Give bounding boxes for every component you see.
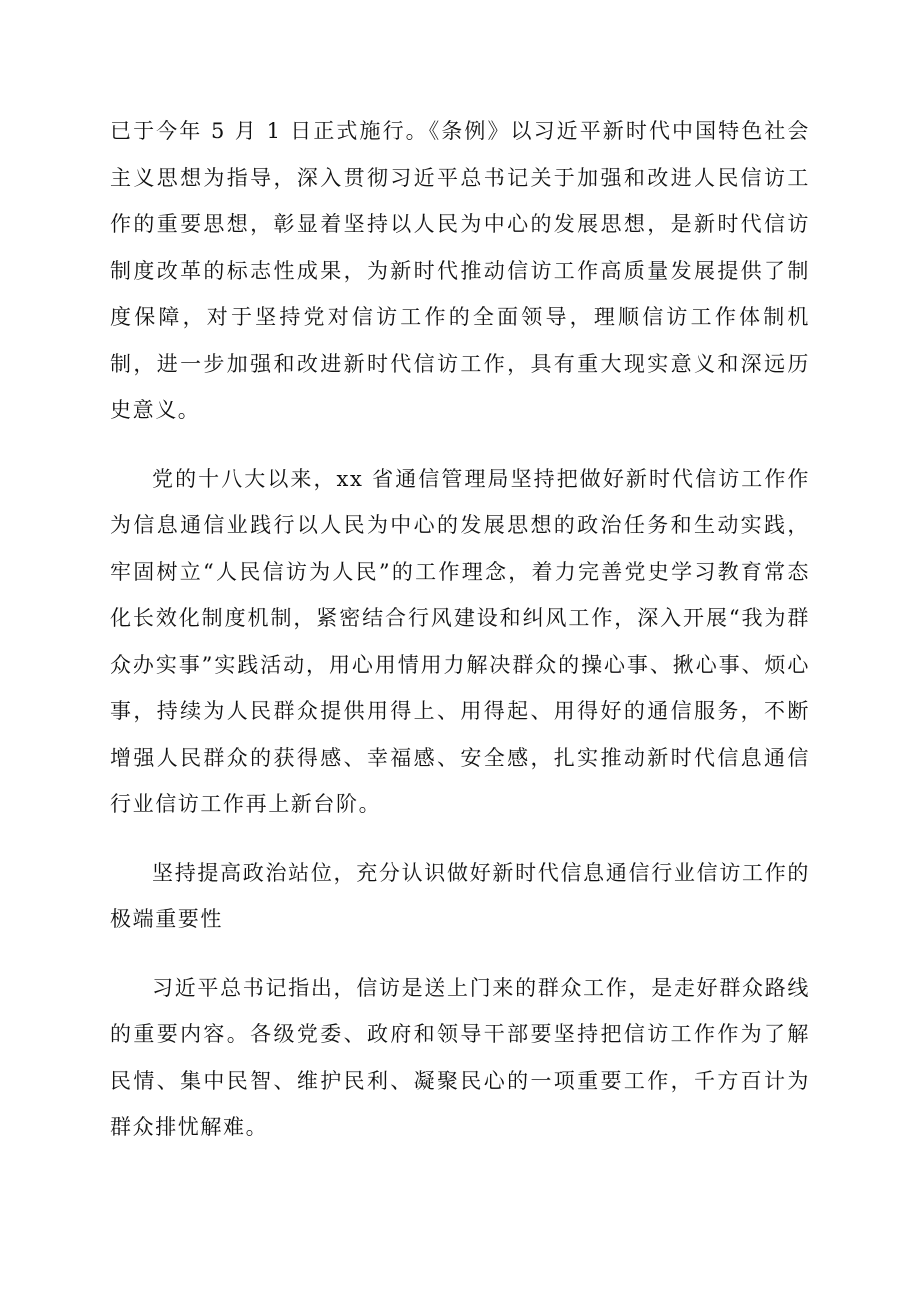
paragraph-1: 已于今年 5 月 1 日正式施行。《条例》以习近平新时代中国特色社会主义思想为指导，深入贯彻习近平总书记关于加强和改进人民信访工作的重要思想，彰显着坚持以人民为中心的发展思想，是新时代信访制度改革的标志性成果，为新时代推动信访工作高质量发展提供了制度保障，对于坚持党对信访工作的全面领导，理顺信访工作体制机制，进一步加强和改进新时代信访工作，具有重大现实意义和深远历史意义。	[110, 119, 810, 422]
paragraph-2: 党的十八大以来，xx 省通信管理局坚持把做好新时代信访工作作为信息通信业践行以人民为中心的发展思想的政治任务和生动实践，牢固树立“人民信访为人民”的工作理念，着力完善党史学习教育常态化长效化制度机制，紧密结合行风建设和纠风工作，深入开展“我为群众办实事”实践活动，用心用情用力解决群众的操心事、揪心事、烦心事，持续为人民群众提供用得上、用得起、用得好的通信服务，不断增强人民群众的获得感、幸福感、安全感，扎实推动新时代信息通信行业信访工作再上新台阶。	[110, 466, 810, 816]
paragraph-4: 习近平总书记指出，信访是送上门来的群众工作，是走好群众路线的重要内容。各级党委、政府和领导干部要坚持把信访工作作为了解民情、集中民智、维护民利、凝聚民心的一项重要工作，千方百计为群众排忧解难。	[110, 975, 810, 1139]
document-body	[110, 108, 810, 1151]
section-heading: 坚持提高政治站位，充分认识做好新时代信息通信行业信访工作的极端重要性	[110, 860, 810, 931]
